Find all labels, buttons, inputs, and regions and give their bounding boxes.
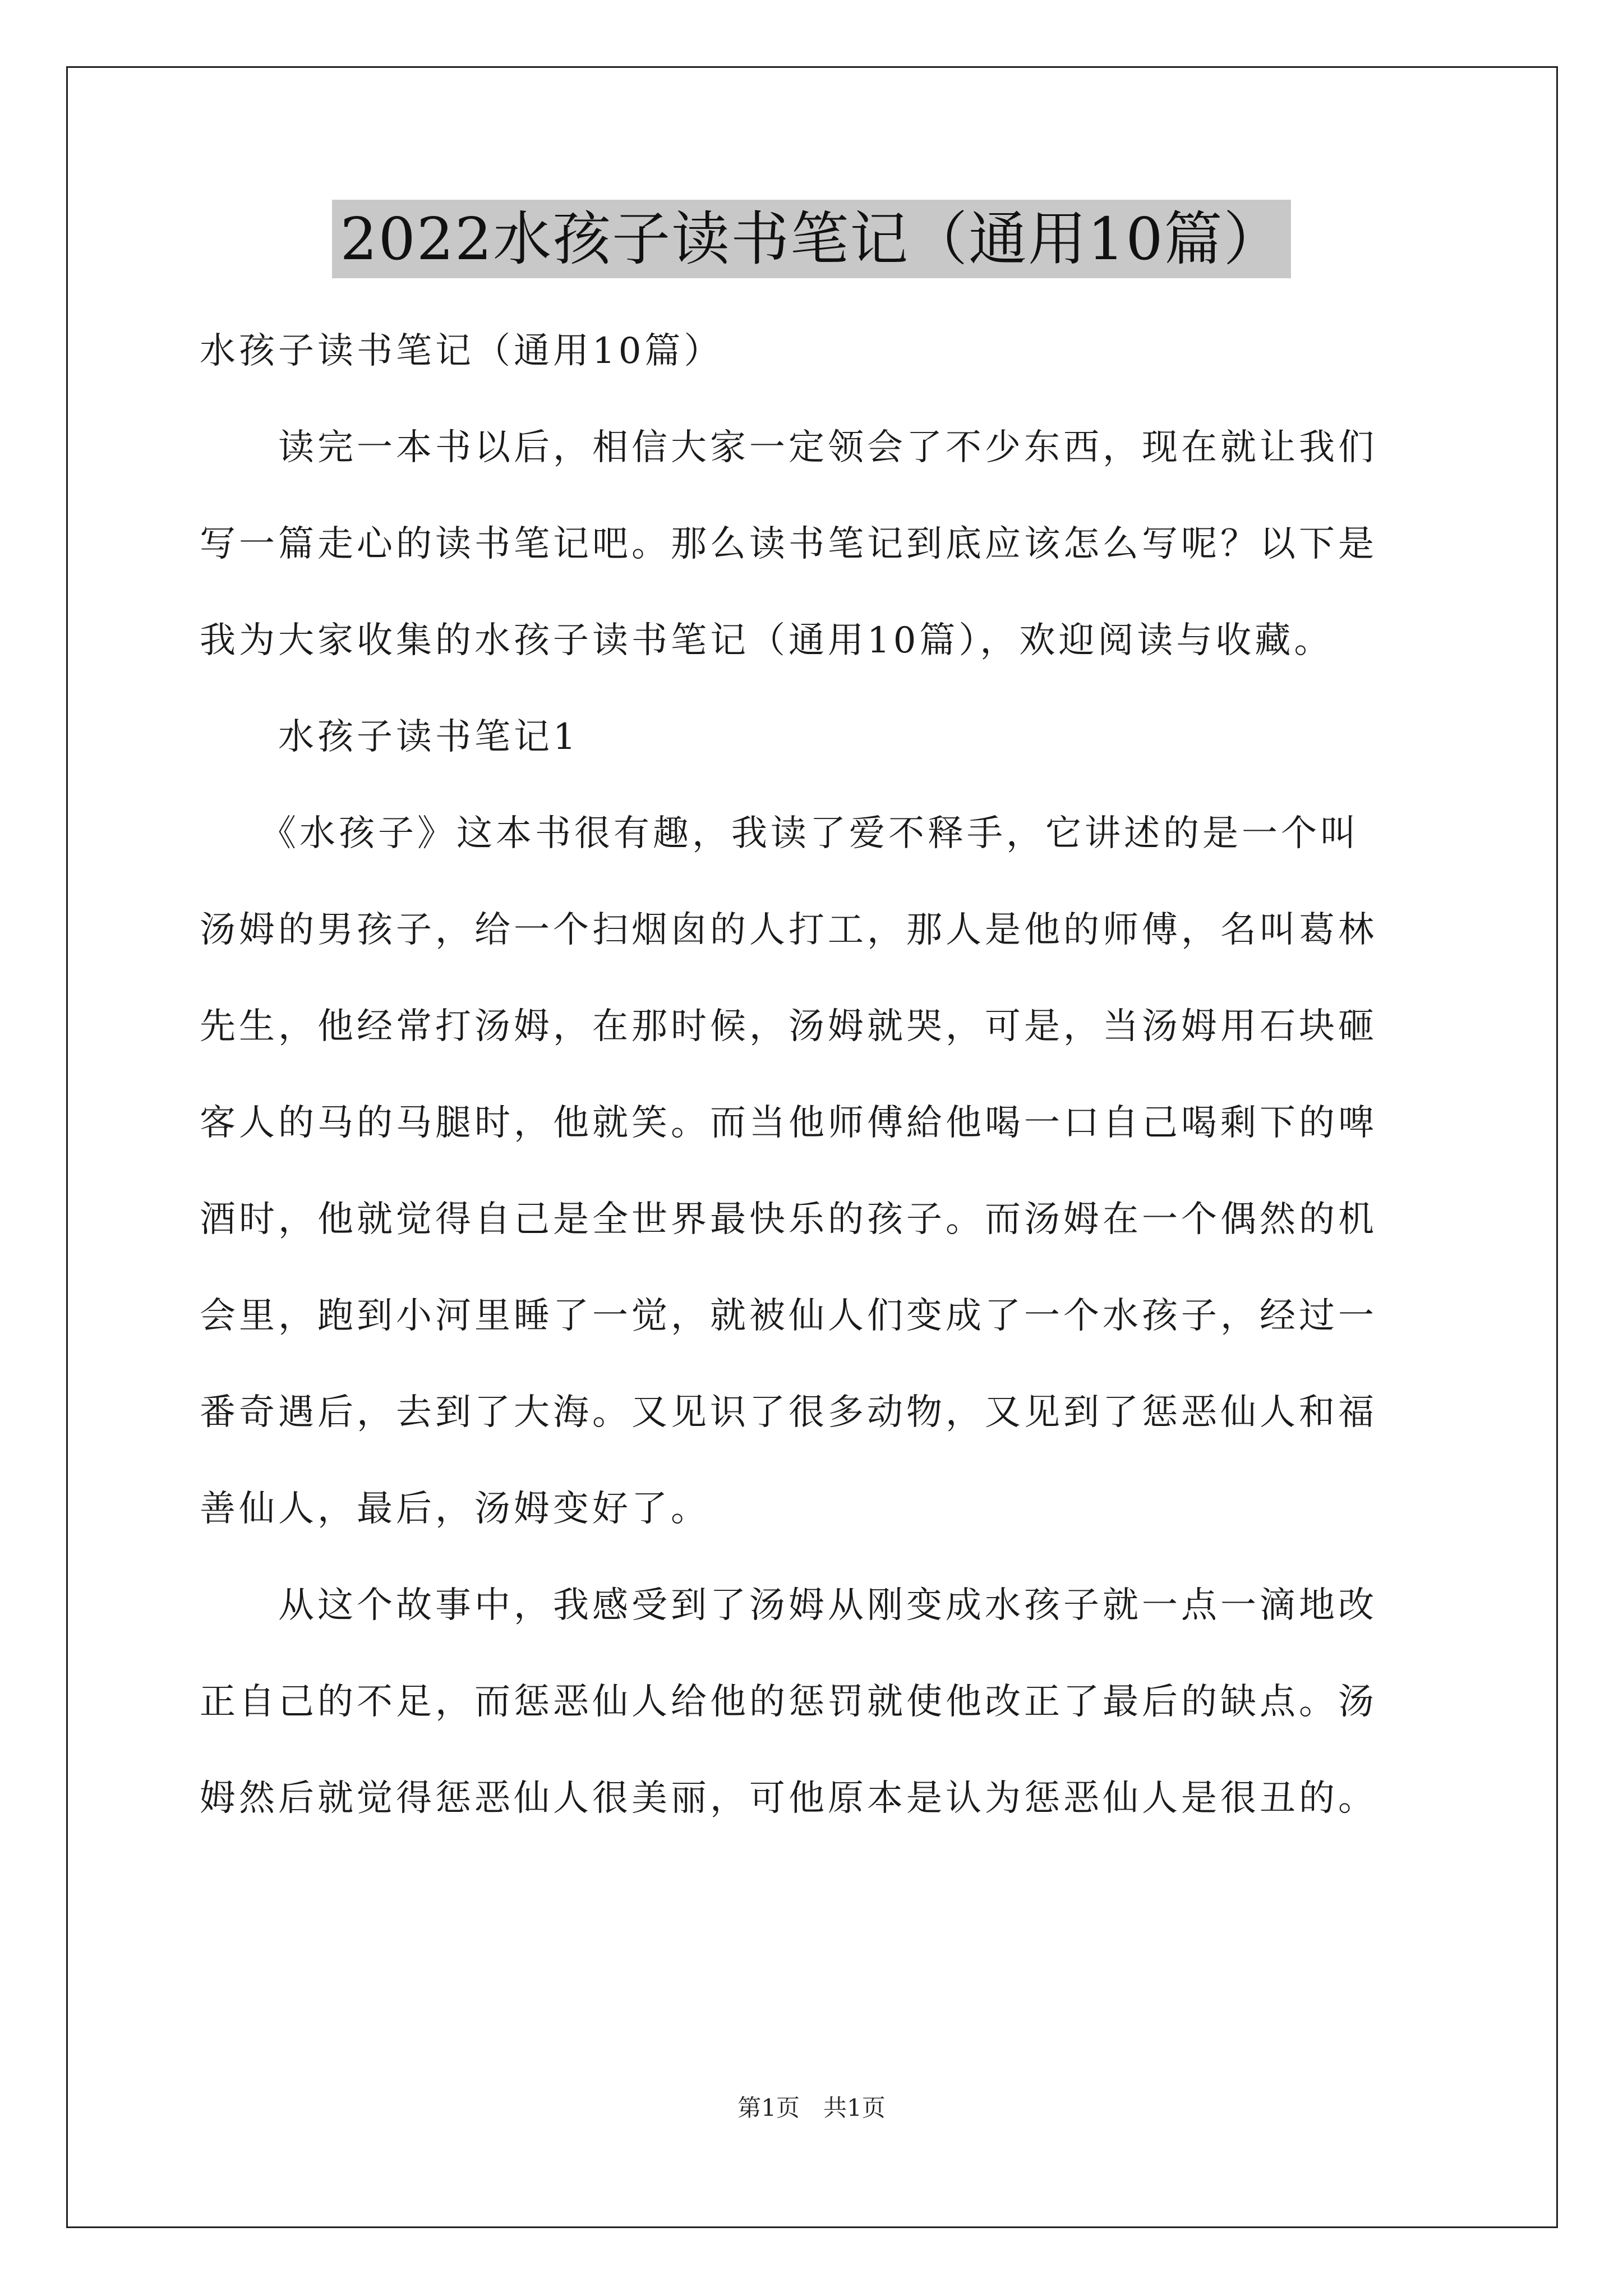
text-line: 先生，他经常打汤姆，在那时候，汤姆就哭，可是，当汤姆用石块砸 xyxy=(200,1006,1377,1047)
text-line: 读完一本书以后，相信大家一定领会了不少东西，现在就让我们 xyxy=(200,427,1377,468)
text-line: 姆然后就觉得惩恶仙人很美丽，可他原本是认为惩恶仙人是很丑的。 xyxy=(200,1778,1377,1819)
section-heading: 水孩子读书笔记1 xyxy=(200,716,579,758)
text-line: 从这个故事中，我感受到了汤姆从刚变成水孩子就一点一滴地改 xyxy=(200,1585,1377,1626)
text-line: 酒时，他就觉得自己是全世界最快乐的孩子。而汤姆在一个偶然的机 xyxy=(200,1199,1377,1240)
title-area xyxy=(0,200,1623,278)
text-line: 善仙人，最后，汤姆变好了。 xyxy=(200,1488,710,1530)
text-line: 我为大家收集的水孩子读书笔记（通用10篇），欢迎阅读与收藏。 xyxy=(200,620,1334,661)
text-line: 会里，跑到小河里睡了一觉，就被仙人们变成了一个水孩子，经过一 xyxy=(200,1295,1377,1337)
text-line: 番奇遇后，去到了大海。又见识了很多动物，又见到了惩恶仙人和福 xyxy=(200,1392,1377,1433)
page-footer: 第1页 共1页 xyxy=(737,2094,886,2122)
subtitle-line: 水孩子读书笔记（通用10篇） xyxy=(200,330,723,372)
document-title: 2022水孩子读书笔记（通用10篇） xyxy=(332,200,1290,278)
document-body xyxy=(200,303,1433,1847)
text-line: 客人的马的马腿时，他就笑。而当他师傅給他喝一口自己喝剩下的啤 xyxy=(200,1102,1377,1144)
text-line: 《水孩子》这本书很有趣，我读了爱不释手，它讲述的是一个叫 xyxy=(200,813,1359,854)
text-line: 正自己的不足，而惩恶仙人给他的惩罚就使他改正了最后的缺点。汤 xyxy=(200,1681,1377,1723)
text-line: 汤姆的男孩子，给一个扫烟囱的人打工，那人是他的师傅，名叫葛林 xyxy=(200,909,1377,951)
text-line: 写一篇走心的读书笔记吧。那么读书笔记到底应该怎么写呢？以下是 xyxy=(200,523,1377,565)
